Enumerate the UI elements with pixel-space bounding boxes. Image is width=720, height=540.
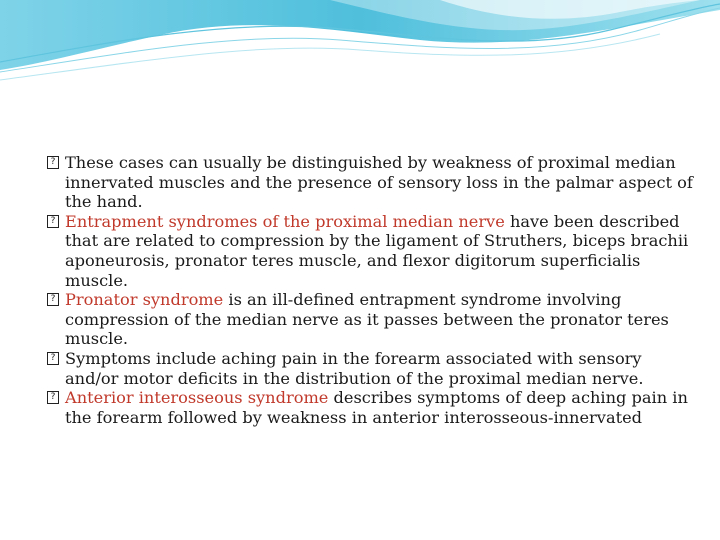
- bullet-highlight: Pronator syndrome: [65, 290, 224, 310]
- bullet-box-icon: ?: [47, 352, 59, 365]
- bullet-item: [47, 290, 697, 349]
- bullet-item: [47, 153, 697, 212]
- bullet-text: have been described that are related to compression by the ligament of Struthers, biceps brachii aponeurosis, pronator teres muscle, and flexor digitorum superficialis muscle.: [65, 211, 689, 290]
- header-wave-decoration: [0, 0, 720, 90]
- bullet-text: is an ill-defined entrapment syndrome involving compression of the median nerve as it passes between the pronator teres muscle.: [65, 290, 669, 349]
- bullet-text: These cases can usually be distinguished by weakness of proximal median innervated muscles and the presence of sensory loss in the palmar aspect of the hand.: [65, 153, 693, 212]
- bullet-box-icon: ?: [47, 391, 59, 404]
- bullet-item: [47, 349, 697, 388]
- slide-body: [47, 153, 697, 427]
- bullet-highlight: Anterior interosseous syndrome: [65, 388, 329, 408]
- bullet-box-icon: ?: [47, 156, 59, 169]
- bullet-text: Symptoms include aching pain in the forearm associated with sensory and/or motor deficits in the distribution of the proximal median nerve.: [65, 348, 644, 388]
- bullet-box-icon: ?: [47, 293, 59, 306]
- bullet-item: [47, 388, 697, 427]
- bullet-text: describes symptoms of deep aching pain in the forearm followed by weakness in anterior interosseous-innervated: [65, 388, 688, 427]
- bullet-highlight: Entrapment syndromes of the proximal median nerve: [65, 211, 505, 231]
- bullet-item: [47, 212, 697, 290]
- bullet-box-icon: ?: [47, 215, 59, 228]
